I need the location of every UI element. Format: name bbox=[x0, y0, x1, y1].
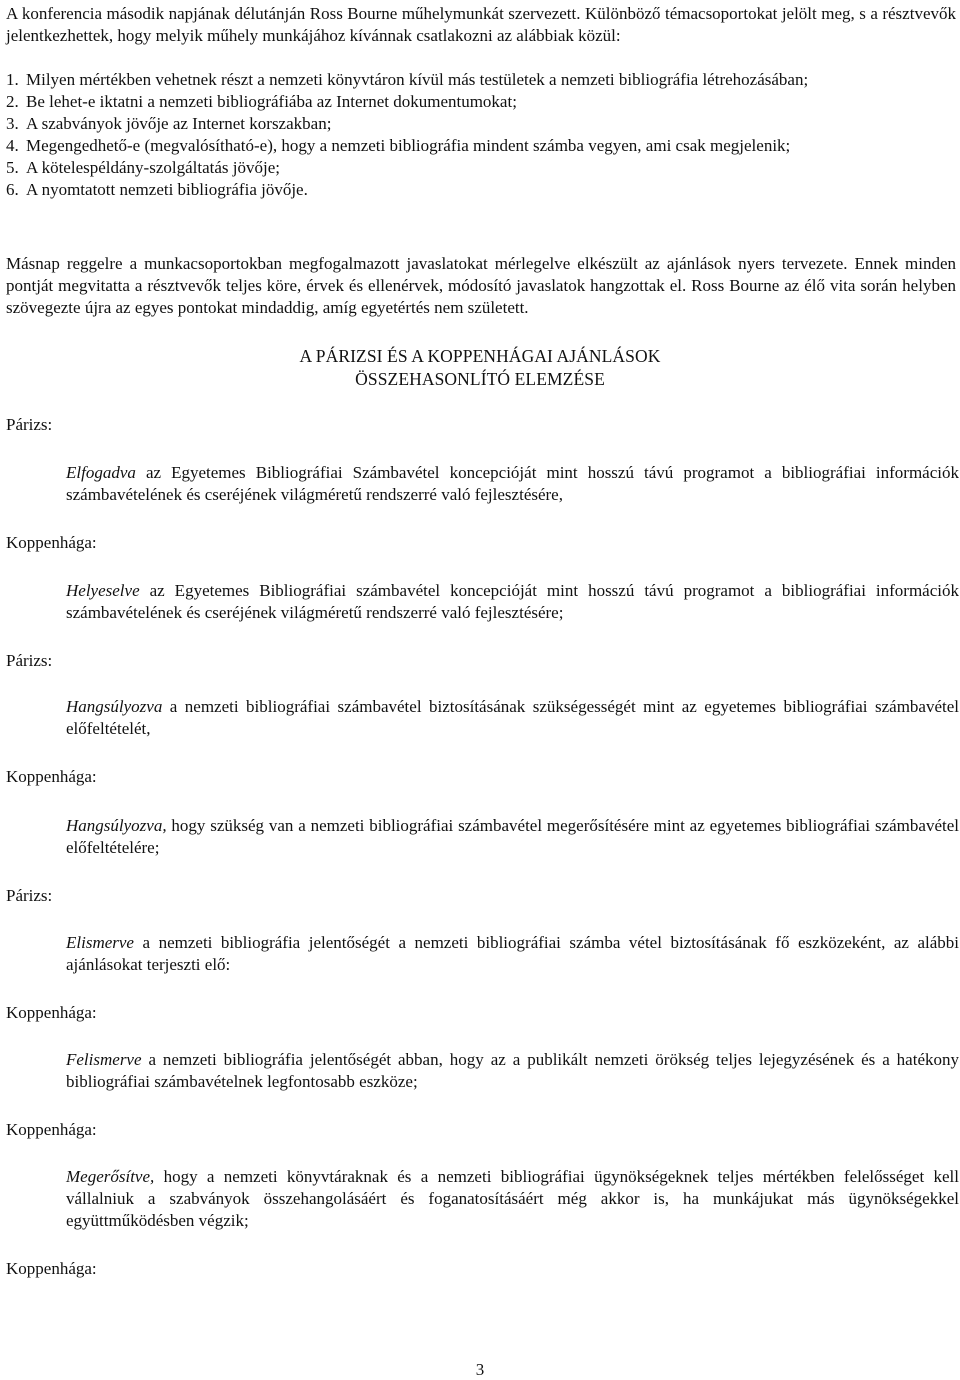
label-copenhagen: Koppenhága: bbox=[6, 1259, 97, 1278]
list-item-number: 5. bbox=[6, 158, 19, 177]
list-item-text: Megengedhető-e (megvalósítható-e), hogy a nemzeti bibliográfia mindent számba vegyen, ami csak megjelenik; bbox=[26, 136, 791, 155]
label-copenhagen: Koppenhága: bbox=[6, 1120, 97, 1139]
heading-line-1: A PÁRIZSI ÉS A KOPPENHÁGAI AJÁNLÁSOK bbox=[299, 346, 661, 366]
page-number: 3 bbox=[475, 1360, 485, 1379]
list-item-number: 2. bbox=[6, 92, 19, 111]
workshop-topic-list bbox=[6, 69, 956, 201]
intro-paragraph: A konferencia második napjának délutánján Ross Bourne műhelymunkát szervezett. Különböző témacsoportokat jelölt meg, s a résztvevők jelentkezhettek, hogy melyik műhely munkájához kívánnak csatlakozni az alábbiak közül: bbox=[6, 4, 956, 45]
entry-lead: Felismerve bbox=[66, 1050, 142, 1069]
list-item-text: A kötelespéldány-szolgáltatás jövője; bbox=[26, 158, 280, 177]
list-item-text: A szabványok jövője az Internet korszakban; bbox=[26, 114, 332, 133]
entry-text: az Egyetemes Bibliográfiai számbavétel koncepcióját mint hosszú távú programot a bibliográfiai információk számbavételének és cseréjének világméretű rendszerré való fejlesztésére; bbox=[66, 581, 959, 622]
entry-lead: Helyeselve bbox=[66, 581, 140, 600]
entry-copenhagen-4 bbox=[66, 1166, 959, 1232]
list-item-text: Be lehet-e iktatni a nemzeti bibliográfiába az Internet dokumentumokat; bbox=[26, 92, 517, 111]
entry-lead: Elfogadva bbox=[66, 463, 136, 482]
entry-copenhagen-3 bbox=[66, 1049, 959, 1093]
label-paris: Párizs: bbox=[6, 886, 53, 905]
entry-copenhagen-2 bbox=[66, 815, 959, 859]
label-copenhagen: Koppenhága: bbox=[6, 767, 97, 786]
entry-text: hogy a nemzeti könyvtáraknak és a nemzeti bibliográfiai ügynökségeknek teljes mértékben felelősséget kell vállalniuk a szabványok összehangolásáért és foganatosításáért még akkor is, ha munkájukat más ügynökségekkel együttműködésben végzik; bbox=[66, 1167, 959, 1230]
outro-paragraph: Másnap reggelre a munkacsoportokban megfogalmazott javaslatokat mérlegelve elkészült az ajánlások nyers tervezete. Ennek minden pontját megvitatta a résztvevők teljes köre, érvek és ellenérvek, módosító javaslatok hangzottak el. Ross Bourne az élő vita során helyben szövegezte újra az egyes pontokat mindaddig, amíg egyetértés nem született. bbox=[6, 254, 956, 317]
list-item-number: 6. bbox=[6, 180, 19, 199]
entry-text: hogy szükség van a nemzeti bibliográfiai számbavétel megerősítésére mint az egyetemes bibliográfiai számbavétel előfeltételére; bbox=[66, 816, 959, 857]
entry-copenhagen-1 bbox=[66, 580, 959, 624]
entry-lead: Megerősítve, bbox=[66, 1167, 155, 1186]
list-item-number: 3. bbox=[6, 114, 19, 133]
entry-lead: Elismerve bbox=[66, 933, 134, 952]
list-item-number: 4. bbox=[6, 136, 19, 155]
entry-text: a nemzeti bibliográfia jelentőségét abban, hogy az a publikált nemzeti örökség teljes lejegyzésének és a hatékony bibliográfiai számbavételnek legfontosabb eszköze; bbox=[66, 1050, 959, 1091]
entry-paris-3 bbox=[66, 932, 959, 976]
list-item bbox=[6, 113, 956, 135]
label-paris: Párizs: bbox=[6, 415, 53, 434]
heading-line-2: ÖSSZEHASONLÍTÓ ELEMZÉSE bbox=[355, 369, 605, 389]
entry-paris-1 bbox=[66, 462, 959, 506]
label-copenhagen: Koppenhága: bbox=[6, 1003, 97, 1022]
entry-lead: Hangsúlyozva, bbox=[66, 816, 167, 835]
entry-lead: Hangsúlyozva bbox=[66, 697, 163, 716]
label-paris: Párizs: bbox=[6, 651, 53, 670]
list-item bbox=[6, 135, 956, 157]
list-item bbox=[6, 157, 956, 179]
entry-text: a nemzeti bibliográfiai számbavétel biztosításának szükségességét mint az egyetemes bibliográfiai számbavétel előfeltételét, bbox=[66, 697, 959, 738]
label-copenhagen: Koppenhága: bbox=[6, 533, 97, 552]
list-item-text: Milyen mértékben vehetnek részt a nemzeti könyvtáron kívül más testületek a nemzeti bibliográfia létrehozásában; bbox=[26, 70, 809, 89]
list-item-number: 1. bbox=[6, 70, 19, 89]
entry-text: az Egyetemes Bibliográfiai Számbavétel koncepcióját mint hosszú távú programot a bibliográfiai információk számbavételének és cseréjének világméretű rendszerré való fejlesztésére, bbox=[66, 463, 959, 504]
section-heading bbox=[100, 345, 860, 391]
entry-text: a nemzeti bibliográfia jelentőségét a nemzeti bibliográfiai számba vétel biztosításának fő eszközeként, az alábbi ajánlásokat terjeszti elő: bbox=[66, 933, 959, 974]
entry-paris-2 bbox=[66, 696, 959, 740]
list-item-text: A nyomtatott nemzeti bibliográfia jövője. bbox=[26, 180, 308, 199]
list-item bbox=[6, 69, 956, 91]
list-item bbox=[6, 179, 956, 201]
list-item bbox=[6, 91, 956, 113]
